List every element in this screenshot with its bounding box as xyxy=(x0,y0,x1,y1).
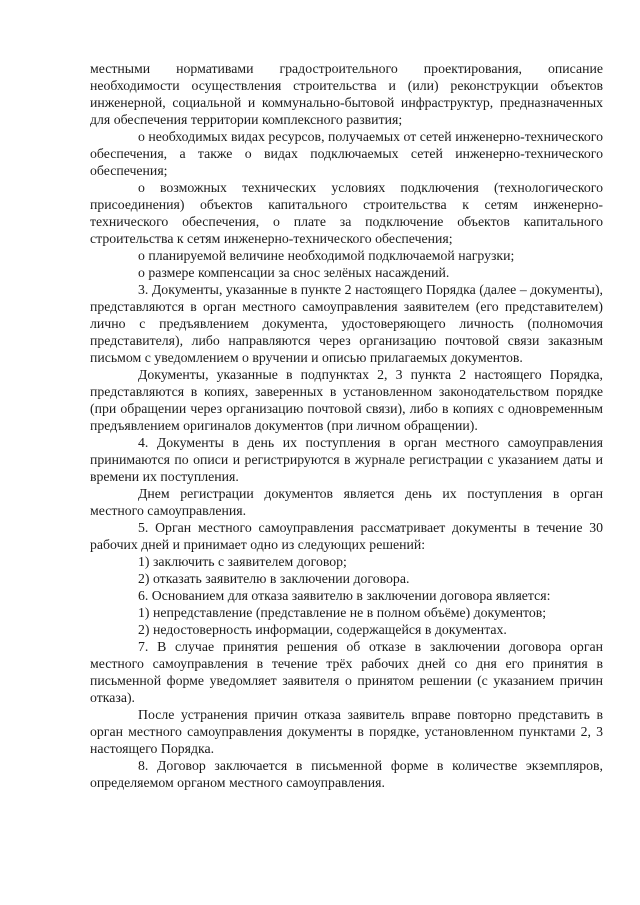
paragraph-compensation: о размере компенсации за снос зелёных насаждений. xyxy=(138,265,450,280)
paragraph-item-4: 4. Документы в день их поступления в орган местного самоуправления принимаются по описи и регистрируются в журнале регистрации с указанием даты и времени их поступления. xyxy=(90,435,603,484)
paragraph-copies: Документы, указанные в подпунктах 2, 3 пункта 2 настоящего Порядка, представляются в копиях, заверенных в установленном законодательством порядке (при обращении через организацию почтовой связи), либо в копиях с одновременным предъявлением оригиналов документов (при личном обращении). xyxy=(90,367,603,433)
paragraph-item-6: 6. Основанием для отказа заявителю в заключении договора является: xyxy=(138,588,551,603)
paragraph-decision-2: 2) отказать заявителю в заключении договора. xyxy=(138,571,410,586)
paragraph-item-3: 3. Документы, указанные в пункте 2 настоящего Порядка (далее – документы), представляются в орган местного самоуправления заявителем (его представителем) лично с предъявлением документа, удостоверяющего личность (полномочия представителя), либо направляются через организацию почтовой связи заказным письмом с уведомлением о вручении и описью прилагаемых документов. xyxy=(90,282,603,365)
paragraph-decision-1: 1) заключить с заявителем договор; xyxy=(138,554,347,569)
paragraph-item-8: 8. Договор заключается в письменной форме в количестве экземпляров, определяемом органом местного самоуправления. xyxy=(90,758,603,790)
paragraph-resources: о необходимых видах ресурсов, получаемых от сетей инженерно-технического обеспечения, а также о видах подключаемых сетей инженерно-технического обеспечения; xyxy=(90,129,603,178)
paragraph-item-7: 7. В случае принятия решения об отказе в заключении договора орган местного самоуправления в течение трёх рабочих дней со дня его принятия в письменной форме уведомляет заявителя о принятом решении (с указанием причин отказа). xyxy=(90,639,603,705)
document-page xyxy=(90,60,603,791)
paragraph-planned-load: о планируемой величине необходимой подключаемой нагрузки; xyxy=(138,248,515,263)
paragraph-refusal-2: 2) недостоверность информации, содержащейся в документах. xyxy=(138,622,507,637)
paragraph-refusal-1: 1) непредставление (представление не в полном объёме) документов; xyxy=(138,605,547,620)
paragraph-resubmission: После устранения причин отказа заявитель вправе повторно представить в орган местного самоуправления документы в порядке, установленном пунктами 2, 3 настоящего Порядка. xyxy=(90,707,603,756)
paragraph-item-5: 5. Орган местного самоуправления рассматривает документы в течение 30 рабочих дней и принимает одно из следующих решений: xyxy=(90,520,603,552)
paragraph-registration-day: Днем регистрации документов является день их поступления в орган местного самоуправления. xyxy=(90,486,603,518)
paragraph-continuation: местными нормативами градостроительного проектирования, описание необходимости осуществления строительства и (или) реконструкции объектов инженерной, социальной и коммунально-бытовой инфраструктур, предназначенных для обеспечения территории комплексного развития; xyxy=(90,61,603,127)
paragraph-technical-conditions: о возможных технических условиях подключения (технологического присоединения) объектов капитального строительства к сетям инженерно-технического обеспечения, о плате за подключение объектов капитального строительства к сетям инженерно-технического обеспечения; xyxy=(90,180,603,246)
